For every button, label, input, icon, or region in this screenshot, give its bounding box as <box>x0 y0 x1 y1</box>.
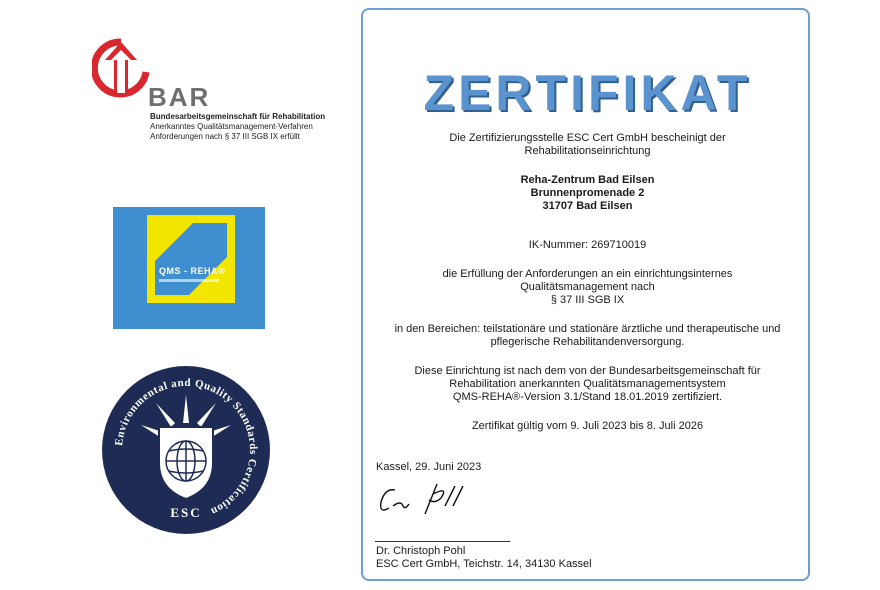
globe-icon <box>166 441 206 481</box>
esc-ring-text: Environmental and Quality Standards Certification <box>113 376 260 518</box>
validity-period: Zertifikat gültig vom 9. Juli 2023 bis 8. Juli 2026 <box>471 420 704 432</box>
bar-subtitle-1: Bundesarbeitsgemeinschaft für Rehabilitation <box>150 112 326 121</box>
qms-small-print <box>159 279 219 282</box>
bar-subtitle-2: Anerkanntes Qualitätsmanagement-Verfahren <box>150 122 313 131</box>
esc-center-text: ESC <box>170 505 202 520</box>
bar-logo <box>92 38 326 153</box>
signer-organization: ESC Cert GmbH, Teichstr. 14, 34130 Kassel <box>376 558 592 570</box>
intro-line-1: Die Zertifizierungsstelle ESC Cert GmbH bescheinigt der <box>449 132 726 144</box>
requirements-line-1: die Erfüllung der Anforderungen an ein einrichtungsinternes <box>442 268 733 280</box>
place-date: Kassel, 29. Juni 2023 <box>376 461 482 473</box>
areas-line-2: pflegerische Rehabilitandenversorgung. <box>490 336 685 348</box>
esc-certification-seal <box>101 365 271 535</box>
requirements-line-3: § 37 III SGB IX <box>550 294 625 306</box>
system-line-3: QMS-REHA®-Version 3.1/Stand 18.01.2019 zertifiziert. <box>452 391 723 403</box>
signer-name: Dr. Christoph Pohl <box>376 545 466 557</box>
bar-arrow-emblem-icon <box>92 38 150 100</box>
certificate-title: ZERTIFIKAT <box>423 65 752 121</box>
certificate-frame <box>361 8 810 581</box>
requirements-line-2: Qualitätsmanagement nach <box>520 281 655 293</box>
signature-line <box>375 541 510 542</box>
logo-column <box>0 0 350 590</box>
bar-subtitle-3: Anforderungen nach § 37 III SGB IX erfüllt <box>150 132 300 141</box>
facility-street: Brunnenpromenade 2 <box>530 187 645 199</box>
esc-seal-icon <box>101 365 271 535</box>
bar-wordmark: BAR <box>148 82 211 112</box>
intro-line-2: Rehabilitationseinrichtung <box>524 145 651 157</box>
ik-number: IK-Nummer: 269710019 <box>528 239 647 251</box>
signature-icon <box>375 480 485 520</box>
facility-city: 31707 Bad Eilsen <box>542 200 633 212</box>
system-line-1: Diese Einrichtung ist nach dem von der Bundesarbeitsgemeinschaft für <box>414 365 761 377</box>
areas-line-1: in den Bereichen: teilstationäre und stationäre ärztliche und therapeutische und <box>394 323 781 335</box>
qms-reha-logo <box>113 207 265 329</box>
facility-name: Reha-Zentrum Bad Eilsen <box>520 174 655 186</box>
qms-reha-label: QMS - REHA® <box>159 266 226 276</box>
system-line-2: Rehabilitation anerkannten Qualitätsmanagementsystem <box>449 378 726 390</box>
